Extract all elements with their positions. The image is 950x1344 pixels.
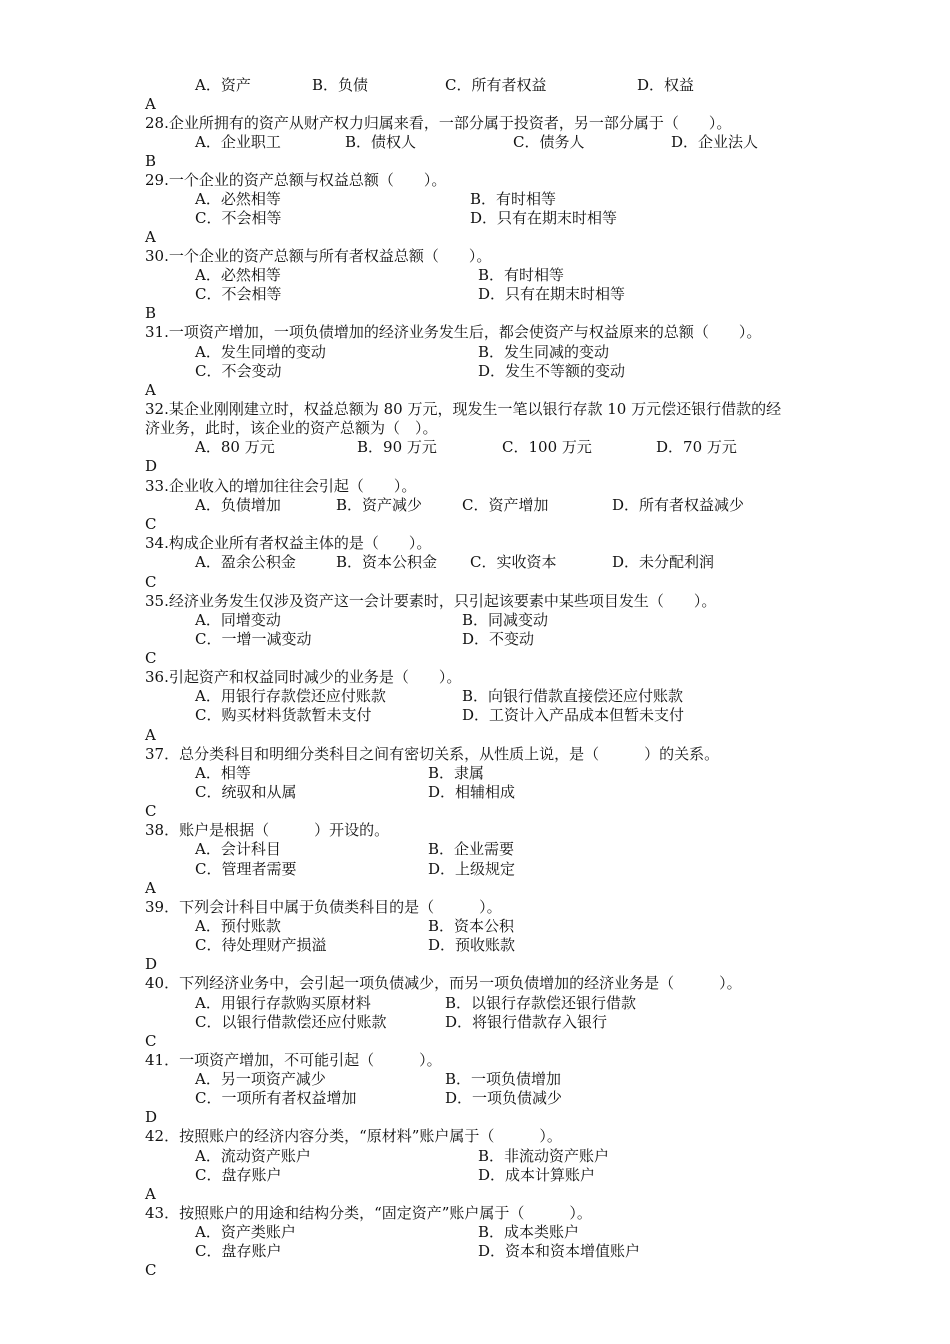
option-a: A．必然相等 bbox=[195, 190, 281, 208]
option-a: A．企业职工 bbox=[195, 133, 281, 151]
answer-key: A bbox=[145, 879, 156, 897]
option-b: B．隶属 bbox=[428, 764, 485, 782]
option-a: A．预付账款 bbox=[195, 917, 281, 935]
question-text: 39．下列会计科目中属于负债类科目的是（ ）。 bbox=[145, 898, 502, 916]
answer-key: C bbox=[145, 649, 157, 667]
answer-key: C bbox=[145, 515, 157, 533]
option-b: B．90 万元 bbox=[357, 438, 437, 456]
question-text: 30.一个企业的资产总额与所有者权益总额（ ）。 bbox=[145, 247, 492, 265]
question-text: 32.某企业刚刚建立时，权益总额为 80 万元，现发生一笔以银行存款 10 万元偿还银行借款的经 bbox=[145, 400, 782, 418]
answer-key: C bbox=[145, 802, 157, 820]
answer-key: A bbox=[145, 381, 156, 399]
option-d: D．相辅相成 bbox=[428, 783, 516, 801]
option-a: A．用银行存款购买原材料 bbox=[195, 994, 371, 1012]
option-c: C．统驭和从属 bbox=[195, 783, 297, 801]
option-d: D．只有在期末时相等 bbox=[470, 209, 618, 227]
option-b: B．非流动资产账户 bbox=[478, 1147, 610, 1165]
option-d: D．70 万元 bbox=[656, 438, 737, 456]
question-text: 35.经济业务发生仅涉及资产这一会计要素时，只引起该要素中某些项目发生（ ）。 bbox=[145, 592, 717, 610]
answer-key: D bbox=[145, 457, 158, 475]
option-d: D．一项负债减少 bbox=[445, 1089, 563, 1107]
option-d: D．企业法人 bbox=[671, 133, 759, 151]
option-a: A．同增变动 bbox=[195, 611, 281, 629]
option-d: D．预收账款 bbox=[428, 936, 516, 954]
answer-key: D bbox=[145, 955, 158, 973]
question-text: 41．一项资产增加，不可能引起（ ）。 bbox=[145, 1051, 442, 1069]
answer-key: D bbox=[145, 1108, 158, 1126]
option-a: A．流动资产账户 bbox=[195, 1147, 311, 1165]
answer-key: C bbox=[145, 573, 157, 591]
option-c: C．实收资本 bbox=[470, 553, 557, 571]
option-c: C．购买材料货款暂未支付 bbox=[195, 706, 372, 724]
option-b: B．有时相等 bbox=[470, 190, 557, 208]
answer-key: C bbox=[145, 1032, 157, 1050]
option-d: D．将银行借款存入银行 bbox=[445, 1013, 608, 1031]
answer-key: B bbox=[145, 304, 157, 322]
option-d: D．资本和资本增值账户 bbox=[478, 1242, 641, 1260]
option-b: B．有时相等 bbox=[478, 266, 565, 284]
option-a: A．资产 bbox=[195, 76, 251, 94]
option-a: A．负债增加 bbox=[195, 496, 281, 514]
option-a: A．资产类账户 bbox=[195, 1223, 296, 1241]
answer-key: B bbox=[145, 152, 157, 170]
option-b: B．成本类账户 bbox=[478, 1223, 580, 1241]
option-a: A．盈余公积金 bbox=[195, 553, 296, 571]
option-c: C．以银行借款偿还应付账款 bbox=[195, 1013, 387, 1031]
option-a: A．用银行存款偿还应付账款 bbox=[195, 687, 386, 705]
question-text: 34.构成企业所有者权益主体的是（ ）。 bbox=[145, 534, 432, 552]
question-text: 33.企业收入的增加往往会引起（ ）。 bbox=[145, 477, 417, 495]
option-d: D．不变动 bbox=[462, 630, 535, 648]
question-text: 31.一项资产增加，一项负债增加的经济业务发生后，都会使资产与权益原来的总额（ ）。 bbox=[145, 323, 762, 341]
answer-key: C bbox=[145, 1261, 157, 1279]
option-d: D．工资计入产品成本但暂未支付 bbox=[462, 706, 685, 724]
option-a: A．必然相等 bbox=[195, 266, 281, 284]
option-b: B．债权人 bbox=[345, 133, 417, 151]
option-d: D．权益 bbox=[637, 76, 695, 94]
option-c: C．盘存账户 bbox=[195, 1242, 282, 1260]
question-text: 40．下列经济业务中，会引起一项负债减少，而另一项负债增加的经济业务是（ ）。 bbox=[145, 974, 742, 992]
option-b: B．向银行借款直接偿还应付账款 bbox=[462, 687, 684, 705]
option-c: C．盘存账户 bbox=[195, 1166, 282, 1184]
question-text-continued: 济业务，此时，该企业的资产总额为（ ）。 bbox=[145, 419, 438, 437]
option-b: B．资产减少 bbox=[336, 496, 423, 514]
question-text: 29.一个企业的资产总额与权益总额（ ）。 bbox=[145, 171, 447, 189]
question-text: 42．按照账户的经济内容分类，“原材料”账户属于（ ）。 bbox=[145, 1127, 562, 1145]
option-b: B．负债 bbox=[312, 76, 369, 94]
option-c: C．不会相等 bbox=[195, 209, 282, 227]
question-text: 37．总分类科目和明细分类科目之间有密切关系，从性质上说，是（ ）的关系。 bbox=[145, 745, 720, 763]
answer-key: A bbox=[145, 726, 156, 744]
option-c: C．一项所有者权益增加 bbox=[195, 1089, 357, 1107]
option-c: C．所有者权益 bbox=[445, 76, 547, 94]
option-d: D．只有在期末时相等 bbox=[478, 285, 626, 303]
option-c: C．100 万元 bbox=[502, 438, 592, 456]
option-a: A．相等 bbox=[195, 764, 251, 782]
question-text: 36.引起资产和权益同时减少的业务是（ ）。 bbox=[145, 668, 462, 686]
answer-key: A bbox=[145, 1185, 156, 1203]
question-text: 43．按照账户的用途和结构分类，“固定资产”账户属于（ ）。 bbox=[145, 1204, 592, 1222]
option-d: D．发生不等额的变动 bbox=[478, 362, 626, 380]
option-b: B．同减变动 bbox=[462, 611, 549, 629]
option-b: B．一项负债增加 bbox=[445, 1070, 562, 1088]
option-b: B．企业需要 bbox=[428, 840, 515, 858]
option-c: C．待处理财产损溢 bbox=[195, 936, 327, 954]
question-text: 38．账户是根据（ ）开设的。 bbox=[145, 821, 390, 839]
option-c: C．不会相等 bbox=[195, 285, 282, 303]
answer-key: A bbox=[145, 95, 156, 113]
option-a: A．另一项资产减少 bbox=[195, 1070, 326, 1088]
option-b: B．资本公积 bbox=[428, 917, 515, 935]
option-c: C．债务人 bbox=[513, 133, 585, 151]
option-c: C．一增一减变动 bbox=[195, 630, 312, 648]
option-a: A．会计科目 bbox=[195, 840, 281, 858]
option-b: B．资本公积金 bbox=[336, 553, 438, 571]
answer-key: A bbox=[145, 228, 156, 246]
option-d: D．未分配利润 bbox=[612, 553, 715, 571]
option-c: C．资产增加 bbox=[462, 496, 549, 514]
option-d: D．所有者权益减少 bbox=[612, 496, 745, 514]
option-c: C．不会变动 bbox=[195, 362, 282, 380]
option-c: C．管理者需要 bbox=[195, 860, 297, 878]
question-text: 28.企业所拥有的资产从财产权力归属来看，一部分属于投资者，另一部分属于（ ）。 bbox=[145, 114, 732, 132]
option-b: B．以银行存款偿还银行借款 bbox=[445, 994, 637, 1012]
option-b: B．发生同减的变动 bbox=[478, 343, 610, 361]
option-a: A．80 万元 bbox=[195, 438, 275, 456]
option-a: A．发生同增的变动 bbox=[195, 343, 326, 361]
option-d: D．成本计算账户 bbox=[478, 1166, 596, 1184]
option-d: D．上级规定 bbox=[428, 860, 516, 878]
